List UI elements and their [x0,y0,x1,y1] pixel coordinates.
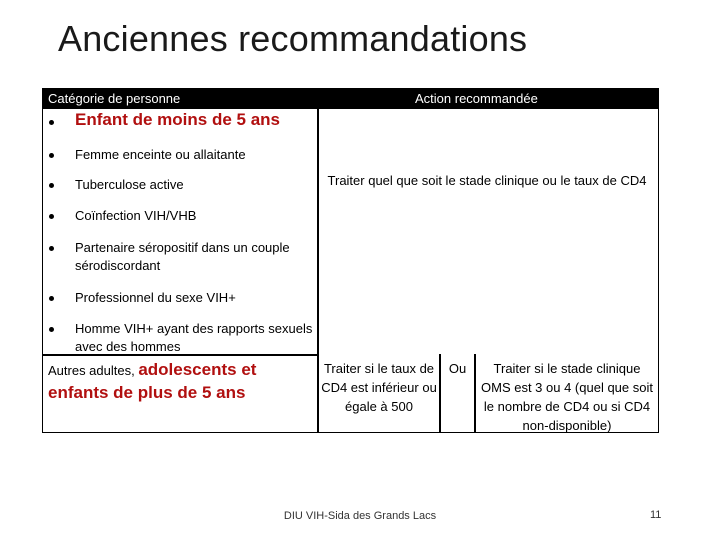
subcell-divider-2 [474,354,476,432]
group1-action: Traiter quel que soit le stade clinique ou le taux de CD4 [327,173,647,188]
group2-action-cd4: Traiter si le taux de CD4 est inférieur ou égale à 500 [321,361,437,414]
header-category: Catégorie de personne [48,91,181,106]
slide-title: Anciennes recommandations [58,18,528,59]
group2-action-clinical: Traiter si le stade clinique OMS est 3 ou 4 (quel que soit le nombre de CD4 ou si CD4 non-disponible) [481,361,653,433]
header-action: Action recommandée [415,91,538,106]
bullet-icon [49,327,54,332]
bullet-icon [49,214,54,219]
page-number: 11 [650,509,662,521]
bullet-icon [49,246,54,251]
slide-footer: DIU VIH-Sida des Grands Lacs [283,510,437,522]
group2-category: Autres adultes, adolescents et enfants de plus de 5 ans [48,360,257,402]
group2-or: Ou [448,361,467,376]
bullet-icon [49,296,54,301]
recommendations-table: Catégorie de personne Action recommandée Enfant de moins de 5 ans Femme enceinte ou allaitante Tuberculose active Coïnfection VIH/VHB Partenaire séropositif dans un couple sérodiscordant Professionnel du sexe VIH+ Homme VIH+ ayant des rapports sexuels avec des hommes Traiter quel que soit le stade clinique ou le taux de CD4 Autres adultes, adolescents et enfants de plus de 5 ans Traiter si le taux de CD4 est inférieur ou égale à 500 Ou Traiter si le stade clinique OMS est 3 ou 4 (quel que soit le nombre de CD4 ou si CD4 non-disponible) [42,88,659,433]
bullet-icon [49,153,54,158]
bullet-icon [49,183,54,188]
bullet-icon [49,120,54,125]
table-header [43,89,658,109]
